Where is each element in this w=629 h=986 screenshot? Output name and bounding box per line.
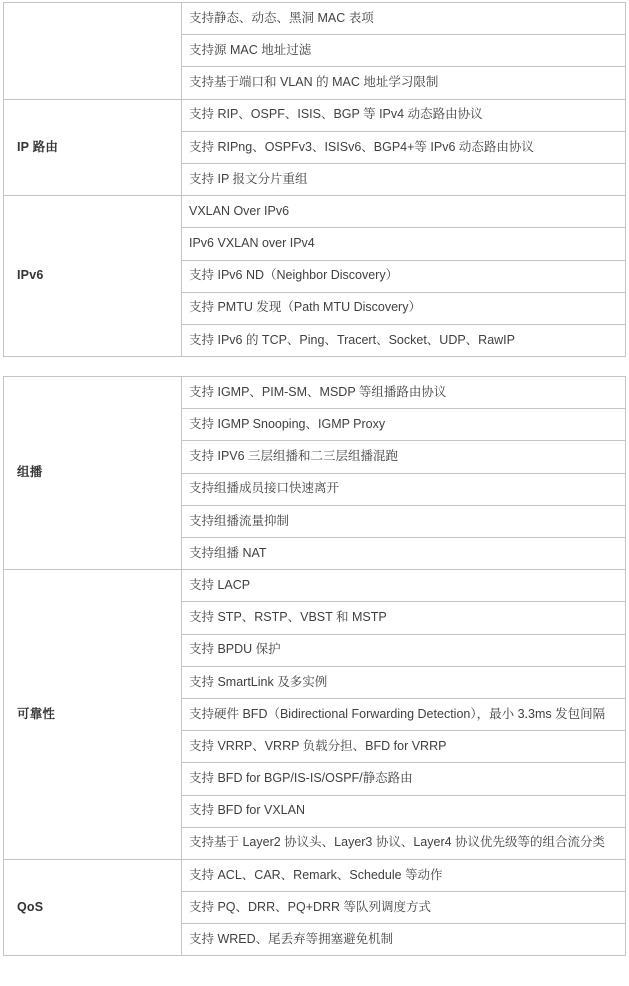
table-row (4, 99, 626, 131)
feature-cell: 支持 LACP (182, 570, 626, 602)
feature-cell: 支持 WRED、尾丢弃等拥塞避免机制 (182, 924, 626, 956)
category-cell (4, 3, 182, 100)
feature-cell: VXLAN Over IPv6 (182, 196, 626, 228)
table-row (4, 3, 626, 35)
feature-cell: 支持基于端口和 VLAN 的 MAC 地址学习限制 (182, 67, 626, 99)
spec-table-lower (3, 376, 626, 956)
feature-cell: 支持 ACL、CAR、Remark、Schedule 等动作 (182, 859, 626, 891)
feature-cell: 支持 BFD for BGP/IS-IS/OSPF/静态路由 (182, 763, 626, 795)
feature-cell: 支持 VRRP、VRRP 负载分担、BFD for VRRP (182, 731, 626, 763)
feature-cell: 支持 IP 报文分片重组 (182, 163, 626, 195)
feature-cell: 支持 BFD for VXLAN (182, 795, 626, 827)
feature-cell: 支持 IGMP Snooping、IGMP Proxy (182, 409, 626, 441)
category-cell: QoS (4, 859, 182, 956)
feature-cell: 支持组播 NAT (182, 538, 626, 570)
table-row (4, 570, 626, 602)
feature-cell: 支持源 MAC 地址过滤 (182, 35, 626, 67)
feature-cell: 支持静态、动态、黑洞 MAC 表项 (182, 3, 626, 35)
feature-cell: 支持 SmartLink 及多实例 (182, 666, 626, 698)
category-cell: 可靠性 (4, 570, 182, 860)
category-cell: IP 路由 (4, 99, 182, 196)
feature-cell: 支持组播成员接口快速离开 (182, 473, 626, 505)
feature-cell: 支持 IGMP、PIM-SM、MSDP 等组播路由协议 (182, 377, 626, 409)
table-row (4, 196, 626, 228)
category-cell: IPv6 (4, 196, 182, 357)
feature-cell: 支持 STP、RSTP、VBST 和 MSTP (182, 602, 626, 634)
category-cell: 组播 (4, 377, 182, 570)
feature-cell: 支持 PQ、DRR、PQ+DRR 等队列调度方式 (182, 892, 626, 924)
feature-cell: IPv6 VXLAN over IPv4 (182, 228, 626, 260)
spec-table-upper (3, 2, 626, 357)
feature-cell: 支持 RIP、OSPF、ISIS、BGP 等 IPv4 动态路由协议 (182, 99, 626, 131)
feature-cell: 支持组播流量抑制 (182, 505, 626, 537)
feature-cell: 支持基于 Layer2 协议头、Layer3 协议、Layer4 协议优先级等的组合流分类 (182, 827, 626, 859)
table-row (4, 377, 626, 409)
feature-cell: 支持 IPv6 的 TCP、Ping、Tracert、Socket、UDP、RawIP (182, 324, 626, 356)
table-row (4, 859, 626, 891)
feature-cell: 支持 IPV6 三层组播和二三层组播混跑 (182, 441, 626, 473)
feature-cell: 支持 RIPng、OSPFv3、ISISv6、BGP4+等 IPv6 动态路由协议 (182, 131, 626, 163)
feature-cell: 支持 BPDU 保护 (182, 634, 626, 666)
feature-cell: 支持 IPv6 ND（Neighbor Discovery） (182, 260, 626, 292)
feature-cell: 支持 PMTU 发现（Path MTU Discovery） (182, 292, 626, 324)
feature-cell: 支持硬件 BFD（Bidirectional Forwarding Detection），最小 3.3ms 发包间隔 (182, 698, 626, 730)
